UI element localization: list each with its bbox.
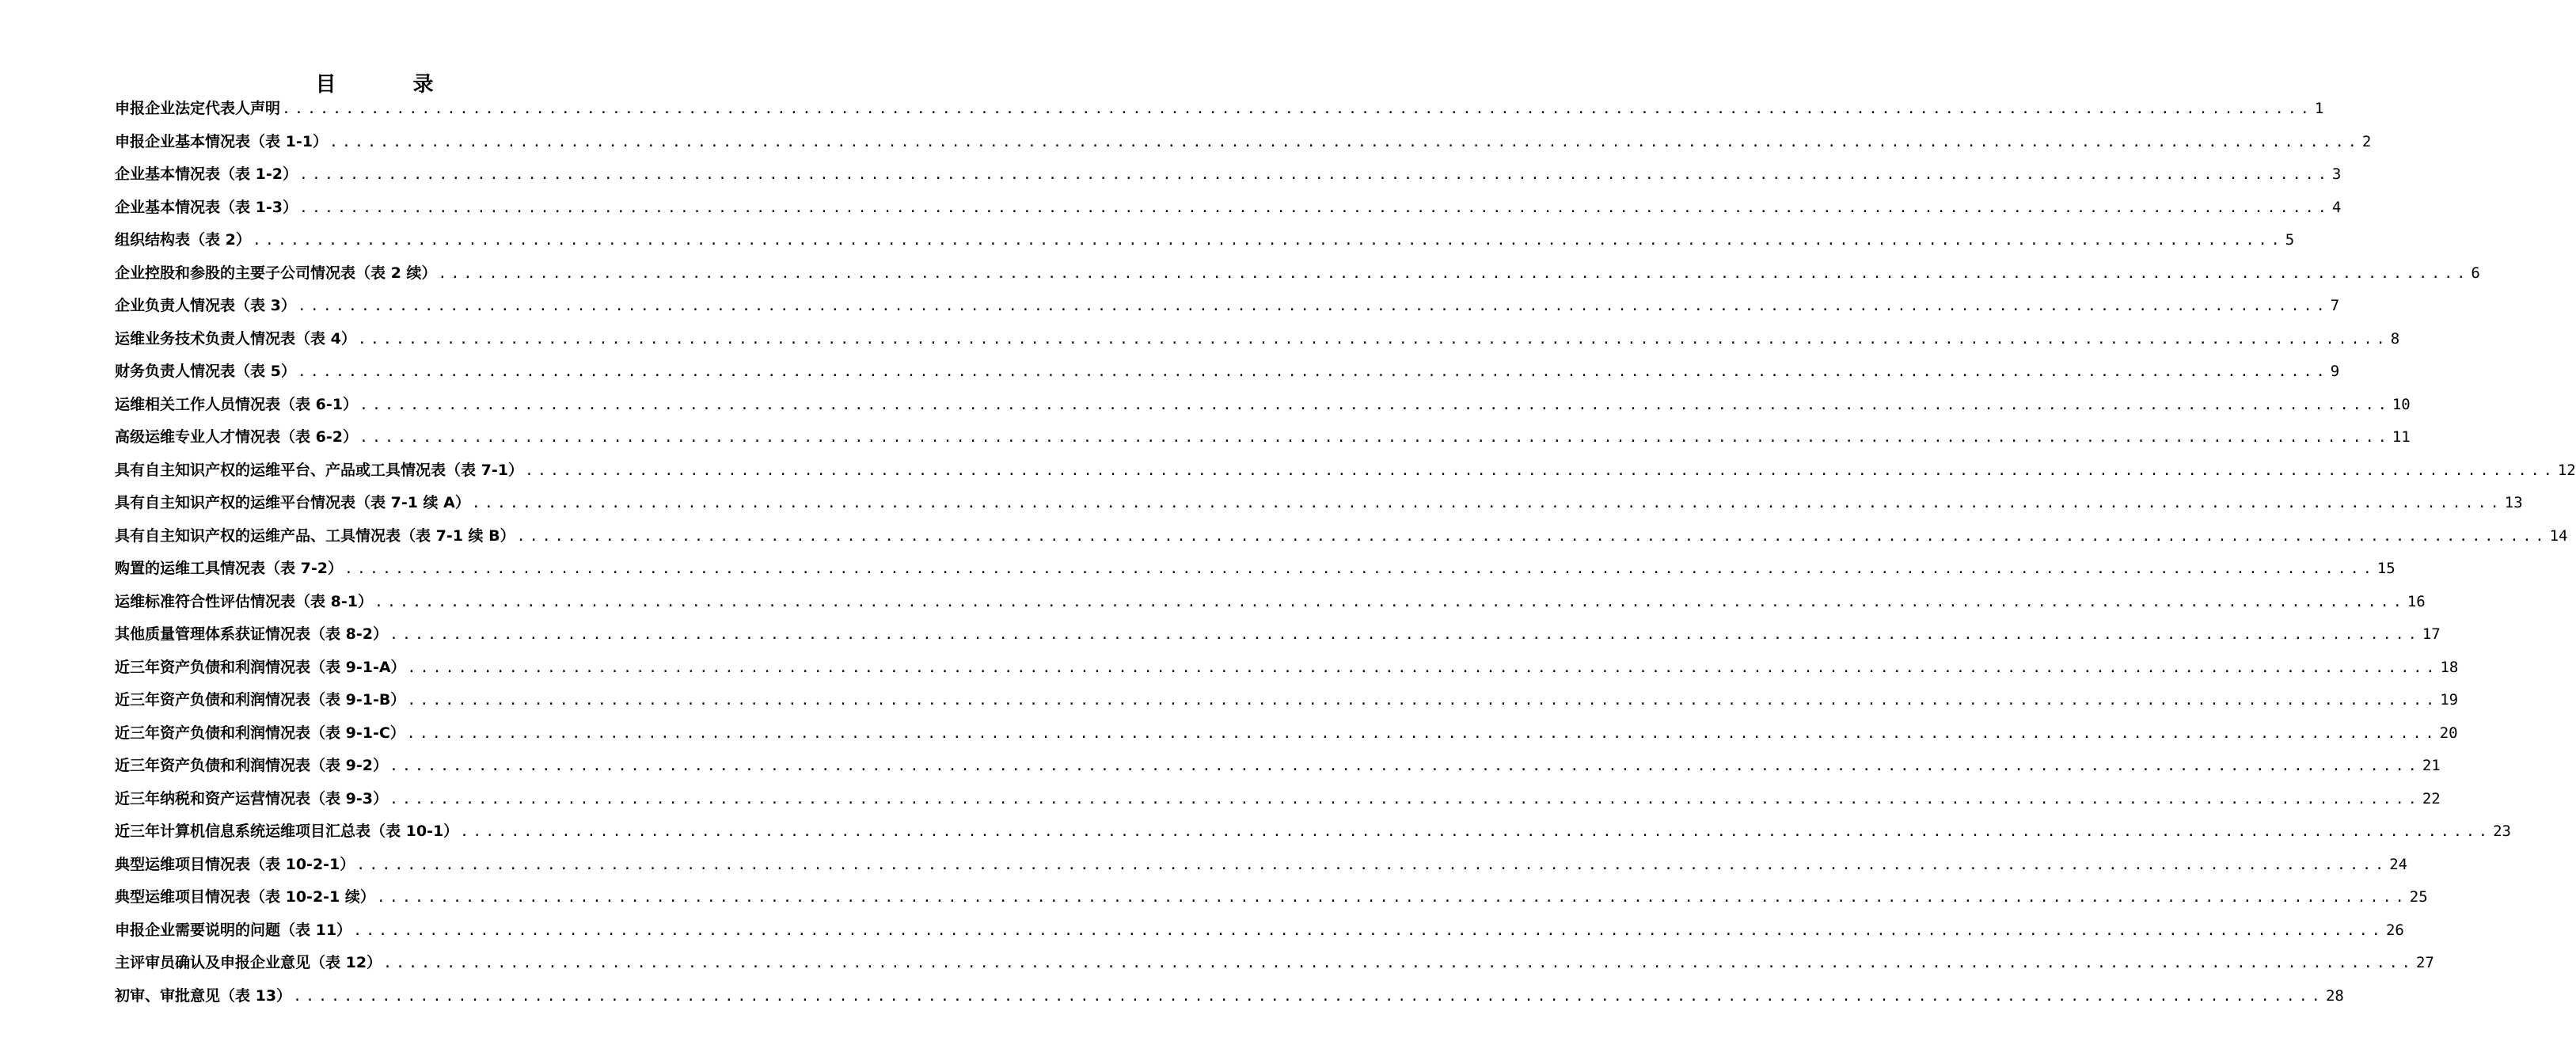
- toc-entry-page-number: 3: [2331, 165, 2342, 183]
- toc-entry-page-number: 6: [2471, 264, 2480, 282]
- toc-dot-leader: ................................................................................................................................................................: [389, 626, 2421, 643]
- toc-dot-leader: ................................................................................................................................................................: [297, 298, 2329, 314]
- toc-entry-label: 运维业务技术负责人情况表（表 4）: [115, 329, 356, 348]
- toc-entry[interactable]: [115, 914, 2404, 948]
- table-of-contents: [115, 93, 2576, 1013]
- toc-entry[interactable]: [115, 618, 2441, 652]
- toc-dot-leader: ................................................................................................................................................................: [329, 133, 2361, 150]
- toc-entry[interactable]: [115, 783, 2441, 816]
- toc-entry[interactable]: [115, 257, 2480, 291]
- toc-dot-leader: ................................................................................................................................................................: [407, 692, 2439, 709]
- toc-entry-page-number: 16: [2407, 592, 2426, 610]
- toc-entry[interactable]: [115, 553, 2396, 586]
- toc-entry-label: 企业负责人情况表（表 3）: [115, 297, 296, 314]
- toc-dot-leader: ................................................................................................................................................................: [460, 823, 2492, 840]
- toc-entry-label: 组织结构表（表 2）: [115, 231, 251, 249]
- toc-entry-page-number: 13: [2504, 494, 2523, 511]
- toc-entry-label: 主评审员确认及申报企业意见（表 12）: [115, 954, 382, 971]
- toc-entry-label: 具有自主知识产权的运维平台情况表（表 7-1 续 A）: [115, 494, 470, 511]
- toc-dot-leader: ................................................................................................................................................................: [524, 462, 2556, 479]
- toc-dot-leader: ................................................................................................................................................................: [389, 790, 2421, 808]
- toc-entry-label: 具有自主知识产权的运维产品、工具情况表（表 7-1 续 B）: [115, 526, 515, 545]
- toc-dot-leader: ................................................................................................................................................................: [298, 166, 2331, 183]
- toc-entry-page-number: 14: [2549, 526, 2568, 545]
- toc-entry-page-number: 10: [2392, 395, 2411, 413]
- toc-dot-leader: ................................................................................................................................................................: [376, 889, 2408, 906]
- toc-entry[interactable]: [115, 192, 2342, 225]
- toc-entry[interactable]: [115, 947, 2434, 980]
- toc-entry-page-number: 26: [2385, 921, 2404, 939]
- toc-entry-label: 高级运维专业人才情况表（表 6-2）: [115, 428, 358, 446]
- toc-entry-page-number: 5: [2285, 231, 2295, 249]
- toc-dot-leader: ................................................................................................................................................................: [516, 527, 2548, 545]
- toc-entry-page-number: 2: [2361, 132, 2372, 150]
- toc-dot-leader: ................................................................................................................................................................: [252, 232, 2284, 249]
- toc-entry[interactable]: [115, 849, 2408, 882]
- toc-entry-label: 近三年资产负债和利润情况表（表 9-2）: [115, 757, 388, 774]
- toc-entry-label: 企业基本情况表（表 1-3）: [115, 198, 298, 216]
- toc-entry[interactable]: [115, 355, 2340, 389]
- toc-dot-leader: ................................................................................................................................................................: [356, 856, 2388, 873]
- toc-entry-label: 近三年计算机信息系统运维项目汇总表（表 10-1）: [115, 823, 459, 840]
- toc-entry[interactable]: [115, 93, 2324, 126]
- toc-entry-label: 运维标准符合性评估情况表（表 8-1）: [115, 592, 373, 610]
- toc-entry-label: 初审、审批意见（表 13）: [115, 986, 292, 1005]
- toc-dot-leader: ................................................................................................................................................................: [406, 724, 2438, 742]
- toc-dot-leader: ................................................................................................................................................................: [407, 659, 2439, 676]
- toc-dot-leader: ................................................................................................................................................................: [298, 199, 2331, 216]
- toc-entry[interactable]: [115, 487, 2523, 520]
- toc-entry[interactable]: [115, 389, 2411, 422]
- toc-entry[interactable]: [115, 224, 2295, 257]
- toc-dot-leader: ................................................................................................................................................................: [374, 593, 2406, 610]
- toc-entry[interactable]: [115, 881, 2428, 914]
- toc-entry-page-number: 25: [2409, 888, 2428, 906]
- toc-entry-page-number: 7: [2330, 297, 2340, 314]
- toc-entry-page-number: 8: [2390, 329, 2400, 348]
- toc-entry-label: 申报企业基本情况表（表 1-1）: [115, 132, 328, 150]
- toc-dot-leader: ................................................................................................................................................................: [359, 396, 2391, 413]
- toc-entry-label: 财务负责人情况表（表 5）: [115, 363, 296, 380]
- toc-entry-page-number: 17: [2422, 625, 2441, 643]
- toc-entry-page-number: 28: [2325, 986, 2344, 1005]
- toc-entry-page-number: 21: [2422, 757, 2441, 774]
- toc-entry-label: 典型运维项目情况表（表 10-2-1）: [115, 855, 355, 873]
- toc-entry-page-number: 19: [2440, 691, 2459, 709]
- toc-entry-label: 运维相关工作人员情况表（表 6-1）: [115, 395, 358, 413]
- toc-entry-page-number: 11: [2392, 428, 2411, 446]
- toc-entry-page-number: 9: [2330, 363, 2340, 380]
- toc-dot-leader: ................................................................................................................................................................: [471, 495, 2503, 511]
- toc-dot-leader: ................................................................................................................................................................: [297, 363, 2329, 380]
- toc-entry-page-number: 4: [2331, 198, 2342, 216]
- toc-entry-label: 具有自主知识产权的运维平台、产品或工具情况表（表 7-1）: [115, 461, 523, 479]
- toc-entry-label: 申报企业需要说明的问题（表 11）: [115, 921, 352, 939]
- toc-entry[interactable]: [115, 290, 2340, 323]
- toc-entry-page-number: 1: [2314, 100, 2324, 117]
- toc-entry[interactable]: [115, 652, 2459, 685]
- toc-dot-leader: ................................................................................................................................................................: [359, 429, 2391, 446]
- toc-dot-leader: ................................................................................................................................................................: [383, 955, 2415, 971]
- toc-entry-label: 其他质量管理体系获证情况表（表 8-2）: [115, 625, 388, 643]
- toc-entry-label: 近三年资产负债和利润情况表（表 9-1-A）: [115, 658, 406, 676]
- toc-entry-page-number: 15: [2377, 560, 2396, 577]
- toc-dot-leader: ................................................................................................................................................................: [357, 330, 2389, 348]
- toc-dot-leader: ................................................................................................................................................................: [293, 987, 2324, 1005]
- toc-entry[interactable]: [115, 158, 2342, 192]
- toc-entry-page-number: 24: [2389, 855, 2408, 873]
- toc-entry-page-number: 27: [2415, 954, 2434, 971]
- toc-entry-page-number: 12: [2557, 461, 2576, 479]
- toc-entry-label: 近三年资产负债和利润情况表（表 9-1-C）: [115, 724, 405, 742]
- toc-entry[interactable]: [115, 520, 2568, 553]
- toc-entry[interactable]: [115, 750, 2441, 783]
- toc-entry-label: 近三年纳税和资产运营情况表（表 9-3）: [115, 789, 388, 808]
- toc-entry-page-number: 23: [2493, 823, 2511, 840]
- toc-entry-page-number: 20: [2439, 724, 2458, 742]
- toc-entry[interactable]: [115, 980, 2344, 1013]
- toc-entry[interactable]: [115, 717, 2458, 750]
- toc-entry[interactable]: [115, 126, 2372, 159]
- toc-dot-leader: ................................................................................................................................................................: [438, 264, 2470, 282]
- toc-entry-label: 典型运维项目情况表（表 10-2-1 续）: [115, 888, 375, 906]
- toc-entry-label: 购置的运维工具情况表（表 7-2）: [115, 560, 343, 577]
- toc-entry-label: 企业控股和参股的主要子公司情况表（表 2 续）: [115, 264, 437, 282]
- toc-entry[interactable]: [115, 684, 2459, 717]
- toc-entry[interactable]: [115, 815, 2511, 849]
- toc-entry-label: 申报企业法定代表人声明: [115, 100, 281, 117]
- toc-title: 目 录: [315, 73, 469, 97]
- toc-entry[interactable]: [115, 454, 2576, 488]
- toc-entry-page-number: 18: [2440, 658, 2459, 676]
- toc-dot-leader: ................................................................................................................................................................: [389, 758, 2421, 774]
- toc-dot-leader: ................................................................................................................................................................: [353, 922, 2384, 939]
- toc-entry-label: 近三年资产负债和利润情况表（表 9-1-B）: [115, 691, 406, 709]
- toc-dot-leader: ................................................................................................................................................................: [282, 101, 2313, 117]
- toc-entry-page-number: 22: [2422, 789, 2441, 808]
- toc-entry[interactable]: [115, 421, 2411, 454]
- toc-entry[interactable]: [115, 586, 2426, 619]
- toc-entry[interactable]: [115, 323, 2400, 356]
- toc-dot-leader: ................................................................................................................................................................: [344, 560, 2376, 577]
- toc-entry-label: 企业基本情况表（表 1-2）: [115, 165, 298, 183]
